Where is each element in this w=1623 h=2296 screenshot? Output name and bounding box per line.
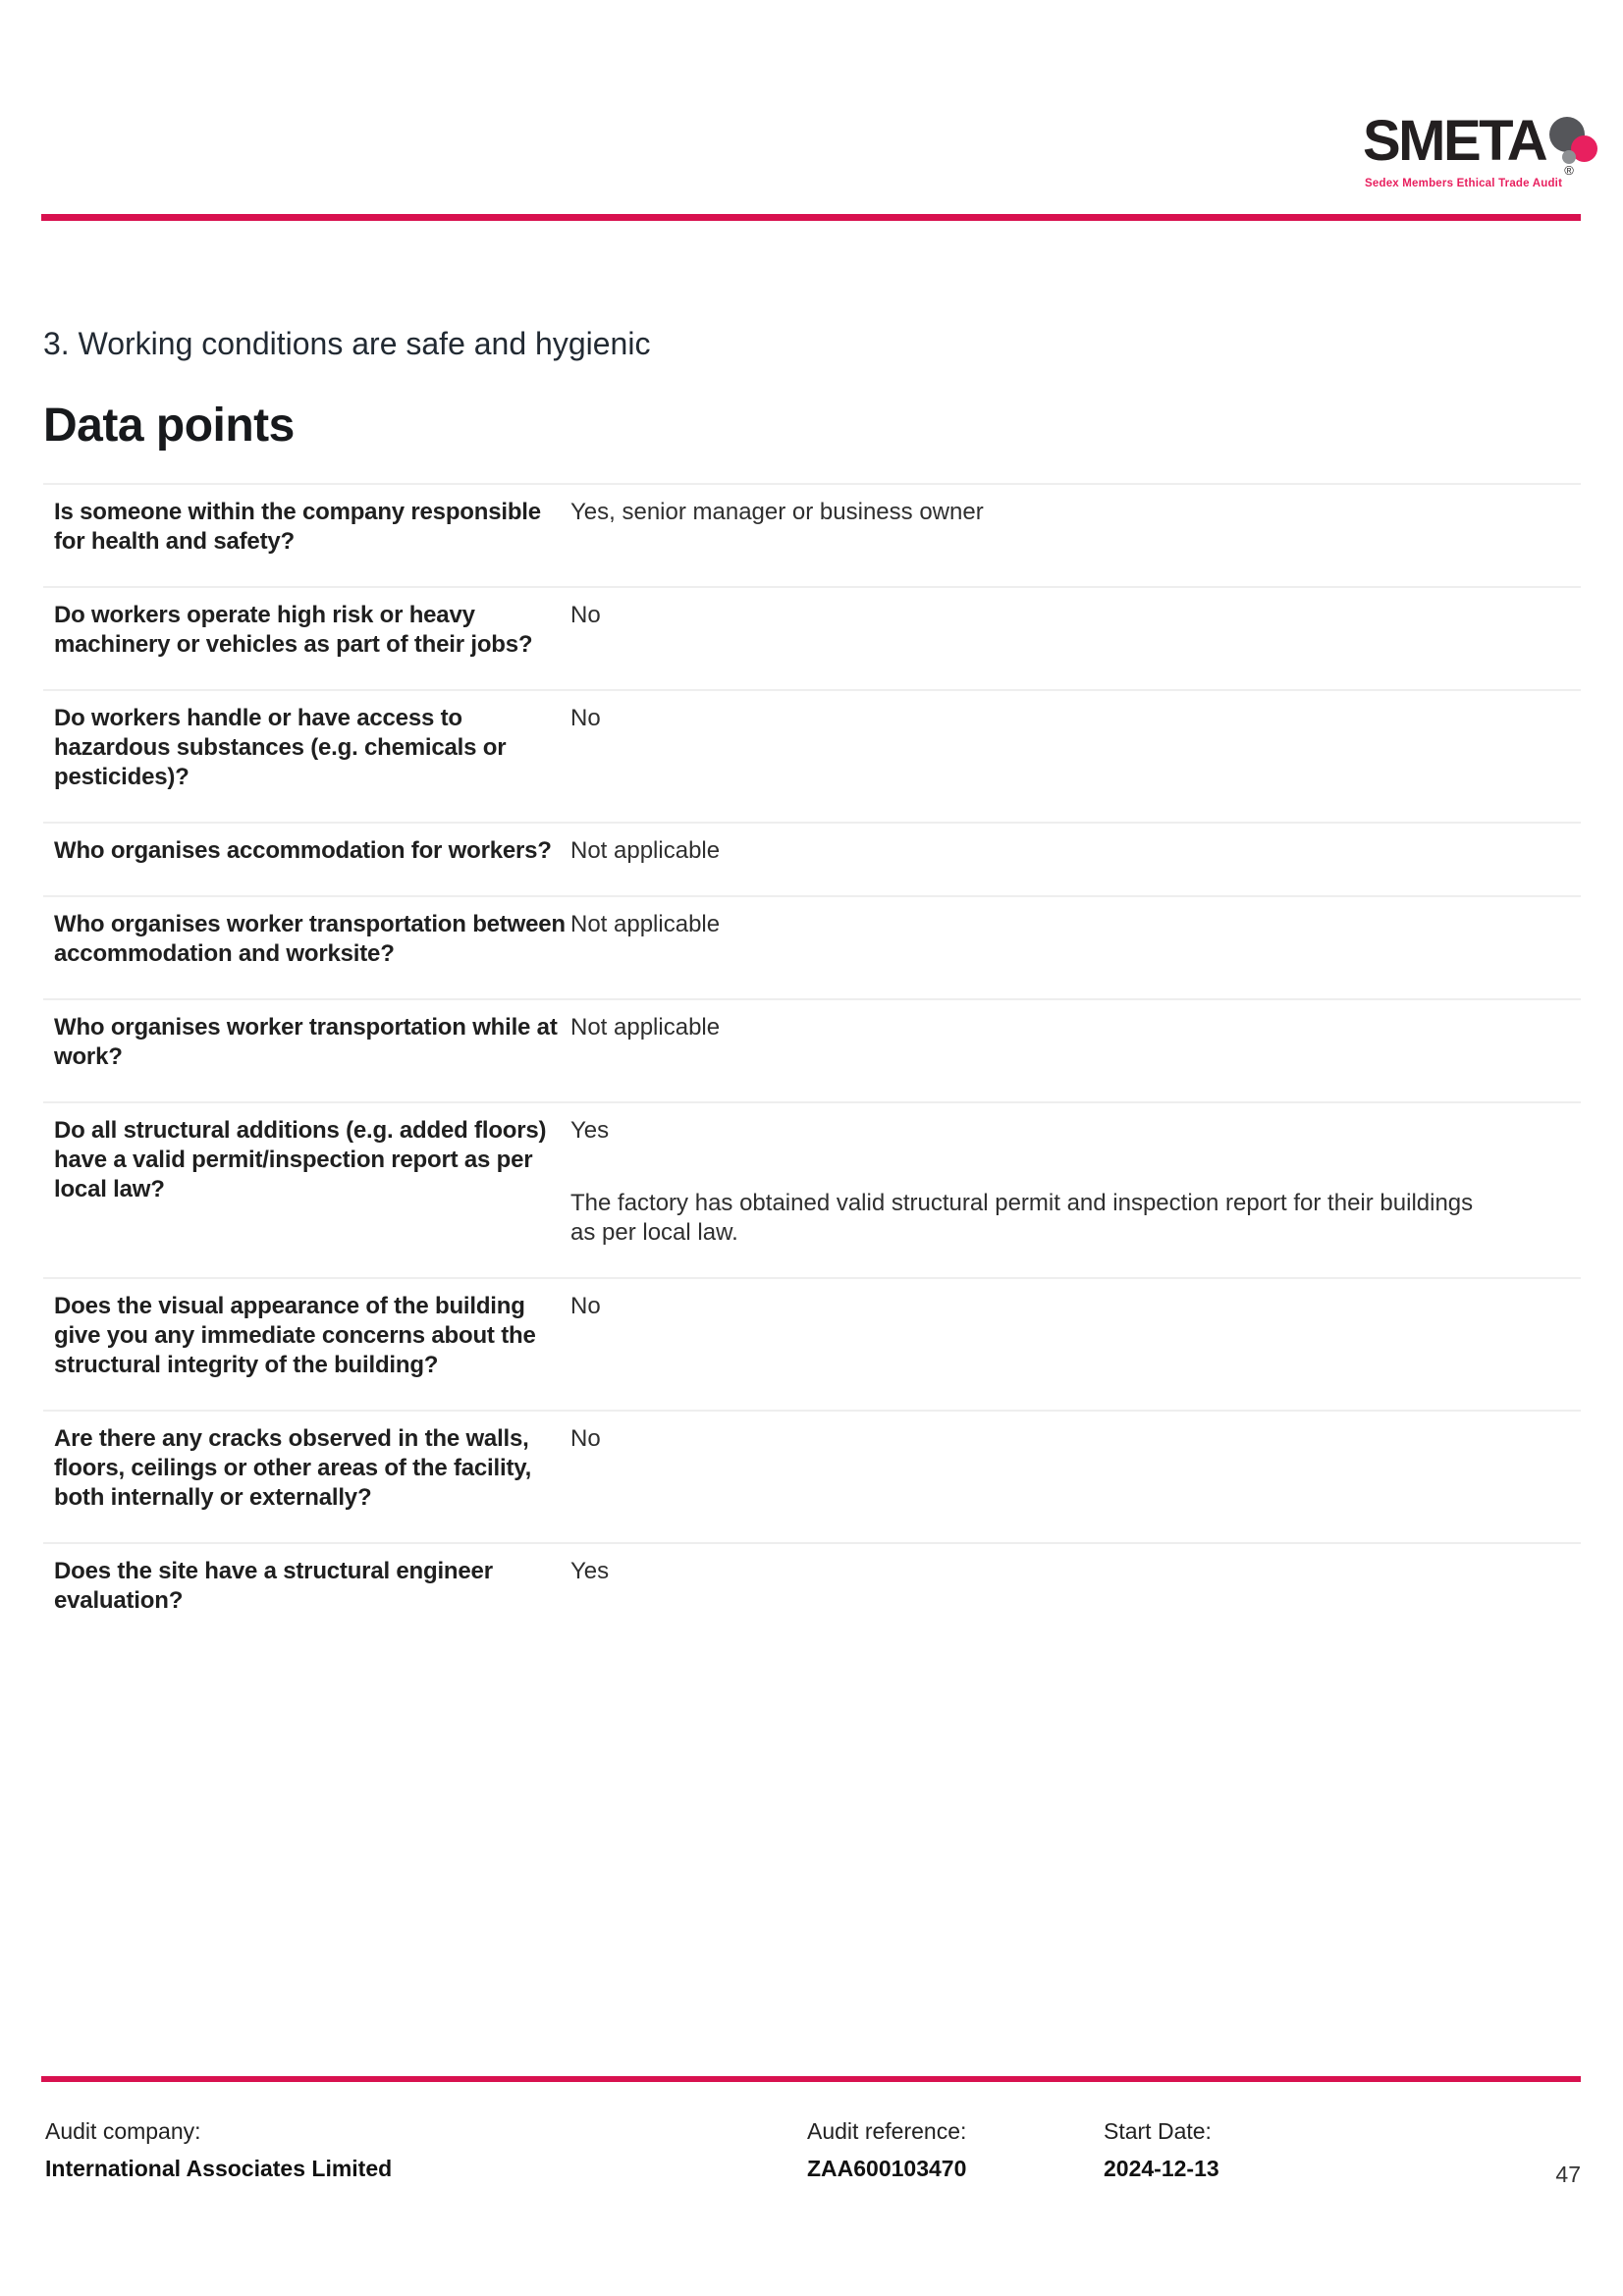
footer-audit-company [45,2118,392,2182]
audit-company-label: Audit company: [45,2118,201,2144]
question-text: Does the visual appearance of the building give you any immediate concerns about the structural integrity of the building? [54,1293,536,1378]
answer-text: No [570,1425,601,1452]
answer-cell [570,1116,1484,1248]
header-rule [41,214,1581,221]
start-date-value: 2024-12-13 [1104,2156,1219,2181]
table-row [43,586,1581,689]
answer-text: No [570,602,601,628]
footer-start-date [1104,2118,1219,2182]
question-text: Who organises worker transportation between accommodation and worksite? [54,911,566,967]
logo-dot-small-icon [1562,150,1576,164]
registered-trademark-symbol: ® [1564,163,1574,178]
answer-text: Not applicable [570,837,721,864]
answer-text: Yes [570,1558,610,1584]
question-text: Who organises worker transportation while at work? [54,1014,558,1070]
table-row [43,998,1581,1101]
table-row [43,1410,1581,1542]
logo-tagline: Sedex Members Ethical Trade Audit [1365,178,1563,189]
question-text: Do workers operate high risk or heavy machinery or vehicles as part of their jobs? [54,602,533,658]
page-heading: Data points [43,400,295,452]
audit-reference-label: Audit reference: [807,2118,967,2144]
footer-rule [41,2076,1581,2082]
answer-text: No [570,1293,601,1319]
table-row [43,1277,1581,1410]
question-text: Is someone within the company responsible for health and safety? [54,499,541,555]
page-number: 47 [1555,2162,1581,2187]
smeta-logo [1363,109,1598,200]
section-title: 3. Working conditions are safe and hygienic [43,326,651,361]
question-text: Do workers handle or have access to hazardous substances (e.g. chemicals or pesticides)? [54,705,507,790]
logo-dots-icon [1547,116,1604,181]
question-text: Does the site have a structural engineer evaluation? [54,1558,493,1614]
answer-note: The factory has obtained valid structural permit and inspection report for their buildings as per local law. [570,1190,1474,1246]
answer-text: Yes [570,1117,610,1144]
table-row [43,822,1581,895]
answer-text: Not applicable [570,911,721,937]
question-text: Who organises accommodation for workers? [54,837,552,864]
audit-reference-value: ZAA600103470 [807,2156,967,2181]
table-row [43,1542,1581,1645]
logo-row [1363,109,1604,181]
question-text: Do all structural additions (e.g. added floors) have a valid permit/inspection report as per local law? [54,1117,547,1202]
table-row [43,895,1581,998]
audit-company-value: International Associates Limited [45,2156,393,2181]
start-date-label: Start Date: [1104,2118,1212,2144]
answer-text: Yes, senior manager or business owner [570,499,984,525]
table-row [43,483,1581,586]
answer-text: Not applicable [570,1014,721,1041]
table-row [43,689,1581,822]
table-row [43,1101,1581,1277]
smeta-wordmark: SMETA [1363,109,1546,173]
data-points-table [43,483,1581,1645]
question-text: Are there any cracks observed in the walls, floors, ceilings or other areas of the facility, both internally or externally? [54,1425,532,1511]
footer-audit-reference [807,2118,966,2182]
answer-text: No [570,705,601,731]
